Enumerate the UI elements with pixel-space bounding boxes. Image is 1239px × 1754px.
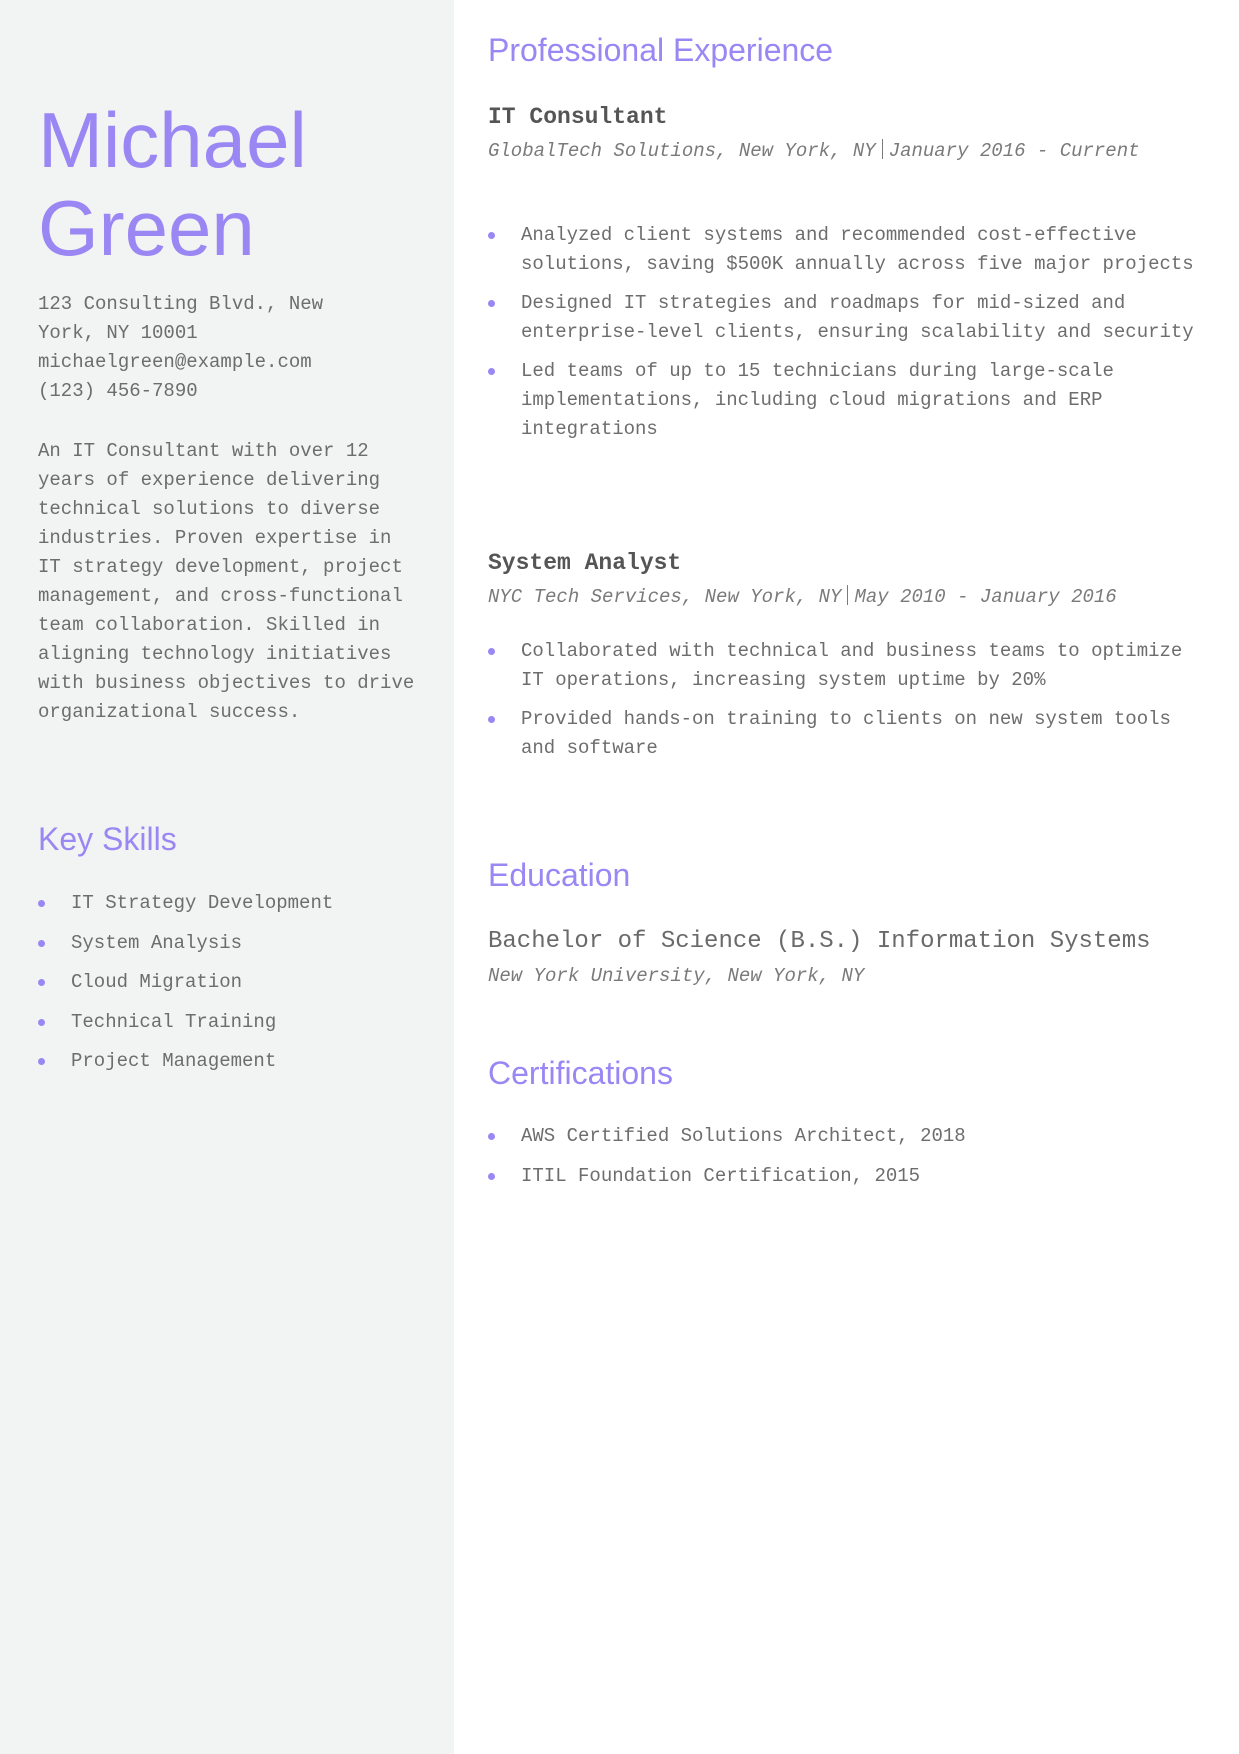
job-company: NYC Tech Services, New York, NY [488, 586, 842, 608]
bullet-text: Led teams of up to 15 technicians during large-scale implementations, including cloud migrations and ERP integrations [521, 360, 1114, 440]
degree: Bachelor of Science (B.S.) Information Systems [488, 928, 1151, 955]
job-title: IT Consultant [488, 104, 668, 130]
divider [882, 139, 883, 159]
bullet-text: Analyzed client systems and recommended cost-effective solutions, saving $500K annually across five major projects [521, 224, 1194, 275]
job-bullets [488, 637, 1208, 773]
list-item [38, 1008, 438, 1037]
bullet-icon [38, 1019, 45, 1026]
address-line-1: 123 Consulting Blvd., New [38, 293, 324, 315]
certification-label: ITIL Foundation Certification, 2015 [521, 1164, 921, 1187]
skill-label: Technical Training [71, 1010, 277, 1033]
skill-label: Project Management [71, 1050, 277, 1072]
job-bullets [488, 221, 1208, 454]
bullet-icon [488, 648, 495, 655]
contact-block [38, 290, 418, 406]
bullet-icon [38, 979, 45, 986]
certification-label: AWS Certified Solutions Architect, 2018 [521, 1125, 966, 1147]
certifications-list [488, 1122, 1208, 1201]
skills-list [38, 889, 438, 1087]
job-title: System Analyst [488, 550, 682, 576]
list-item [38, 1047, 438, 1076]
key-skills-heading: Key Skills [38, 821, 177, 857]
last-name: Green [38, 184, 255, 272]
email[interactable]: michaelgreen@example.com [38, 351, 312, 373]
certifications-heading: Certifications [488, 1055, 673, 1091]
education-heading: Education [488, 857, 631, 893]
skill-label: System Analysis [71, 931, 243, 954]
list-item [38, 968, 438, 997]
candidate-name [38, 96, 307, 272]
skill-label: Cloud Migration [71, 971, 243, 993]
phone[interactable]: (123) 456-7890 [38, 380, 198, 402]
first-name: Michael [38, 96, 307, 184]
skill-label: IT Strategy Development [71, 892, 334, 914]
bullet-text: Designed IT strategies and roadmaps for mid-sized and enterprise-level clients, ensuring scalability and security [521, 292, 1194, 343]
bullet-icon [488, 716, 495, 723]
job-company: GlobalTech Solutions, New York, NY [488, 140, 876, 162]
divider [847, 585, 848, 605]
list-item [488, 705, 1208, 763]
bullet-text: Collaborated with technical and business teams to optimize IT operations, increasing system uptime by 20% [521, 640, 1183, 691]
bullet-icon [488, 300, 495, 307]
bullet-icon [488, 1133, 495, 1140]
bullet-icon [38, 940, 45, 947]
profile-summary: An IT Consultant with over 12 years of experience delivering technical solutions to diverse industries. Proven expertise in IT strategy development, project management, and cross-functional team collaboration. Skilled in aligning technology initiatives with business objectives to drive organizational success. [38, 440, 415, 723]
bullet-icon [488, 1173, 495, 1180]
school: New York University, New York, NY [488, 965, 865, 987]
bullet-icon [488, 368, 495, 375]
bullet-icon [488, 232, 495, 239]
job-dates: May 2010 - January 2016 [854, 586, 1117, 608]
experience-heading: Professional Experience [488, 32, 834, 68]
list-item [38, 929, 438, 958]
list-item [488, 357, 1208, 444]
job-dates: January 2016 - Current [888, 140, 1140, 162]
job-meta [488, 137, 1208, 166]
list-item [38, 889, 438, 918]
list-item [488, 1162, 1208, 1191]
address-line-2: York, NY 10001 [38, 322, 198, 344]
list-item [488, 221, 1208, 279]
bullet-text: Provided hands-on training to clients on new system tools and software [521, 708, 1171, 759]
bullet-icon [38, 1058, 45, 1065]
list-item [488, 289, 1208, 347]
bullet-icon [38, 900, 45, 907]
list-item [488, 637, 1208, 695]
list-item [488, 1122, 1208, 1151]
job-meta [488, 583, 1208, 612]
